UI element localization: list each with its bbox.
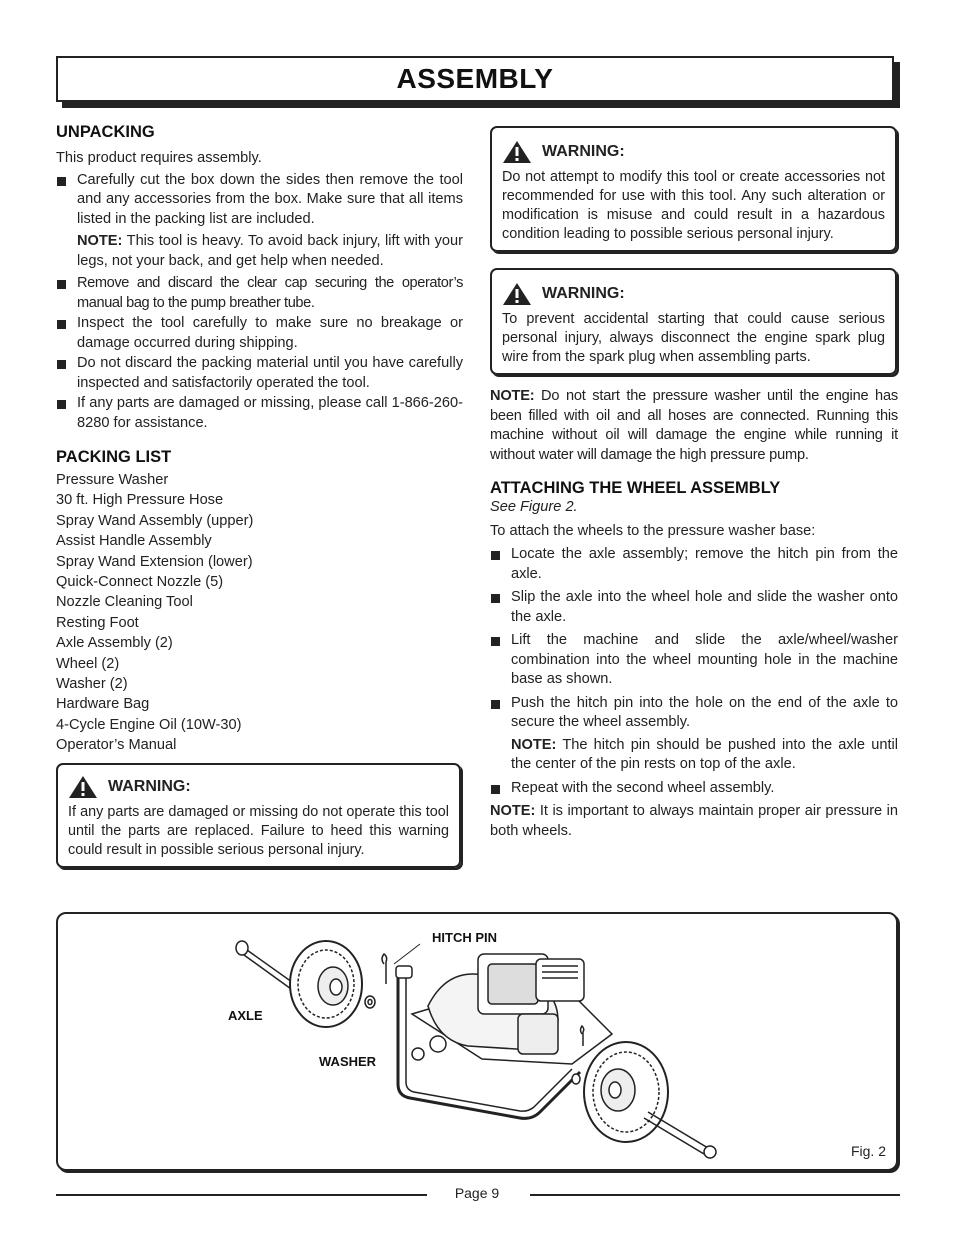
axle-label: AXLE bbox=[228, 1008, 263, 1023]
wheel-left bbox=[290, 941, 362, 1027]
note-hitch-pin bbox=[490, 736, 898, 775]
list-item-text: Do not discard the packing material until you have carefully inspected and satisfactorily operated the tool. bbox=[77, 355, 463, 391]
list-item bbox=[490, 588, 898, 627]
note-text: This tool is heavy. To avoid back injury, lift with your legs, not your back, and get help when needed. bbox=[77, 233, 463, 269]
list-item bbox=[56, 354, 463, 393]
packing-list-item: Nozzle Cleaning Tool bbox=[56, 594, 193, 611]
packing-list-item: Spray Wand Assembly (upper) bbox=[56, 512, 254, 529]
list-item bbox=[56, 394, 463, 433]
packing-list-item: Spray Wand Extension (lower) bbox=[56, 553, 253, 570]
packing-list-item: Wheel (2) bbox=[56, 655, 120, 672]
list-item-text: If any parts are damaged or missing, please call 1-866-260-8280 for assistance. bbox=[77, 395, 463, 431]
list-item bbox=[490, 545, 898, 584]
list-item-text: Push the hitch pin into the hole on the end of the axle to secure the wheel assembly. bbox=[511, 694, 898, 730]
note-air-pressure bbox=[490, 802, 898, 841]
unpacking-list bbox=[56, 171, 463, 230]
left-column bbox=[56, 122, 463, 868]
warning-box-modify bbox=[490, 126, 897, 252]
packing-list-item: Axle Assembly (2) bbox=[56, 635, 173, 652]
wheel-steps-2 bbox=[490, 779, 898, 799]
warning-label: WARNING: bbox=[542, 285, 625, 303]
packing-list-item: Washer (2) bbox=[56, 676, 128, 693]
note-oil bbox=[490, 387, 898, 465]
unpacking-heading: UNPACKING bbox=[56, 123, 155, 141]
warning-text: Do not attempt to modify this tool or create accessories not recommended for use with this tool. Any such alteration or modification is misuse and could result in a hazardous condition leading to possible serious personal injury. bbox=[502, 169, 885, 242]
note-label: NOTE: bbox=[511, 736, 557, 753]
hitch-pin-label: HITCH PIN bbox=[432, 930, 497, 945]
washer-right bbox=[572, 1074, 580, 1084]
packing-list-item: 30 ft. High Pressure Hose bbox=[56, 492, 224, 509]
warning-header bbox=[502, 282, 885, 306]
note-text: It is important to always maintain proper air pressure in both wheels. bbox=[490, 803, 898, 839]
wheel-right bbox=[584, 1042, 668, 1142]
see-figure: See Figure 2. bbox=[490, 499, 578, 515]
warning-box-left bbox=[56, 763, 461, 868]
list-item bbox=[56, 274, 463, 313]
list-item bbox=[490, 631, 898, 690]
machine-frame bbox=[396, 954, 612, 1118]
bullet-icon bbox=[57, 360, 66, 369]
packing-list-item: 4-Cycle Engine Oil (10W-30) bbox=[56, 716, 242, 733]
page-number: Page 9 bbox=[454, 1185, 500, 1201]
washer-left bbox=[365, 996, 375, 1008]
packing-list-item: Pressure Washer bbox=[56, 472, 169, 488]
bullet-icon bbox=[491, 594, 500, 603]
unpacking-intro: This product requires assembly. bbox=[56, 150, 262, 166]
wheel-assembly-illustration bbox=[58, 914, 896, 1169]
packing-list bbox=[56, 470, 463, 756]
warning-triangle-icon bbox=[502, 140, 532, 164]
list-item-text: Remove and discard the clear cap securing the operator’s manual bag to the pump breather tube. bbox=[77, 275, 463, 311]
list-item-text: Repeat with the second wheel assembly. bbox=[511, 779, 775, 796]
warning-text: To prevent accidental starting that could cause serious personal injury, always disconnect the engine spark plug wire from the spark plug when assembling parts. bbox=[502, 311, 885, 365]
note-label: NOTE: bbox=[490, 388, 535, 404]
packing-list-item: Operator’s Manual bbox=[56, 737, 177, 754]
bullet-icon bbox=[57, 320, 66, 329]
wheel-intro: To attach the wheels to the pressure washer base: bbox=[490, 522, 816, 539]
note-text: The hitch pin should be pushed into the axle until the center of the pin rests on top of the axle. bbox=[511, 736, 898, 772]
list-item-text: Locate the axle assembly; remove the hitch pin from the axle. bbox=[511, 546, 898, 582]
warning-triangle-icon bbox=[68, 775, 98, 799]
packing-list-item: Quick-Connect Nozzle (5) bbox=[56, 574, 224, 591]
wheel-steps bbox=[490, 545, 898, 733]
list-item-text: Inspect the tool carefully to make sure no breakage or damage occurred during shipping. bbox=[77, 315, 463, 351]
bullet-icon bbox=[491, 637, 500, 646]
list-item bbox=[56, 171, 463, 230]
packing-list-item: Assist Handle Assembly bbox=[56, 533, 212, 550]
note-text: Do not start the pressure washer until the engine has been filled with oil and all hoses are connected. Running this machine without oil will damage the engine while running it without water will damage the high pressure pump. bbox=[490, 388, 898, 463]
warning-triangle-icon bbox=[502, 282, 532, 306]
warning-label: WARNING: bbox=[542, 143, 625, 161]
note-label: NOTE: bbox=[77, 233, 123, 249]
list-item bbox=[490, 694, 898, 733]
bullet-icon bbox=[491, 551, 500, 560]
warning-box-spark bbox=[490, 268, 897, 375]
packing-list-item: Hardware Bag bbox=[56, 696, 150, 713]
bullet-icon bbox=[491, 785, 500, 794]
warning-text: If any parts are damaged or missing do not operate this tool until the parts are replaced. Failure to heed this warning could result in possible serious personal injury. bbox=[68, 803, 449, 858]
title-banner bbox=[56, 56, 894, 102]
packing-list-heading: PACKING LIST bbox=[56, 448, 172, 466]
figure-2-box bbox=[56, 912, 898, 1171]
warning-label: WARNING: bbox=[108, 777, 191, 795]
washer-label: WASHER bbox=[319, 1054, 377, 1069]
right-column bbox=[490, 126, 898, 841]
warning-header bbox=[68, 775, 449, 799]
hitch-pin-left bbox=[382, 954, 387, 984]
list-item-text: Carefully cut the box down the sides then remove the tool and any accessories from the box. Make sure that all items listed in the packing list are included. bbox=[77, 171, 463, 227]
footer-line-left bbox=[56, 1194, 427, 1196]
note-heavy bbox=[56, 232, 463, 271]
footer-line-right bbox=[530, 1194, 900, 1196]
note-label: NOTE: bbox=[490, 803, 536, 819]
packing-list-item: Resting Foot bbox=[56, 614, 139, 631]
list-item-text: Lift the machine and slide the axle/wheel/washer combination into the wheel mounting hole in the machine base as shown. bbox=[511, 632, 898, 687]
bullet-icon bbox=[57, 280, 66, 289]
bullet-icon bbox=[57, 177, 66, 186]
page-title: ASSEMBLY bbox=[396, 63, 554, 94]
list-item-text: Slip the axle into the wheel hole and slide the washer onto the axle. bbox=[511, 589, 898, 625]
bullet-icon bbox=[57, 400, 66, 409]
warning-header bbox=[502, 140, 885, 164]
unpacking-list-2 bbox=[56, 274, 463, 433]
figure-caption: Fig. 2 bbox=[850, 1143, 886, 1159]
list-item bbox=[56, 314, 463, 353]
list-item bbox=[490, 779, 898, 799]
wheel-heading: ATTACHING THE WHEEL ASSEMBLY bbox=[490, 479, 781, 497]
bullet-icon bbox=[491, 700, 500, 709]
